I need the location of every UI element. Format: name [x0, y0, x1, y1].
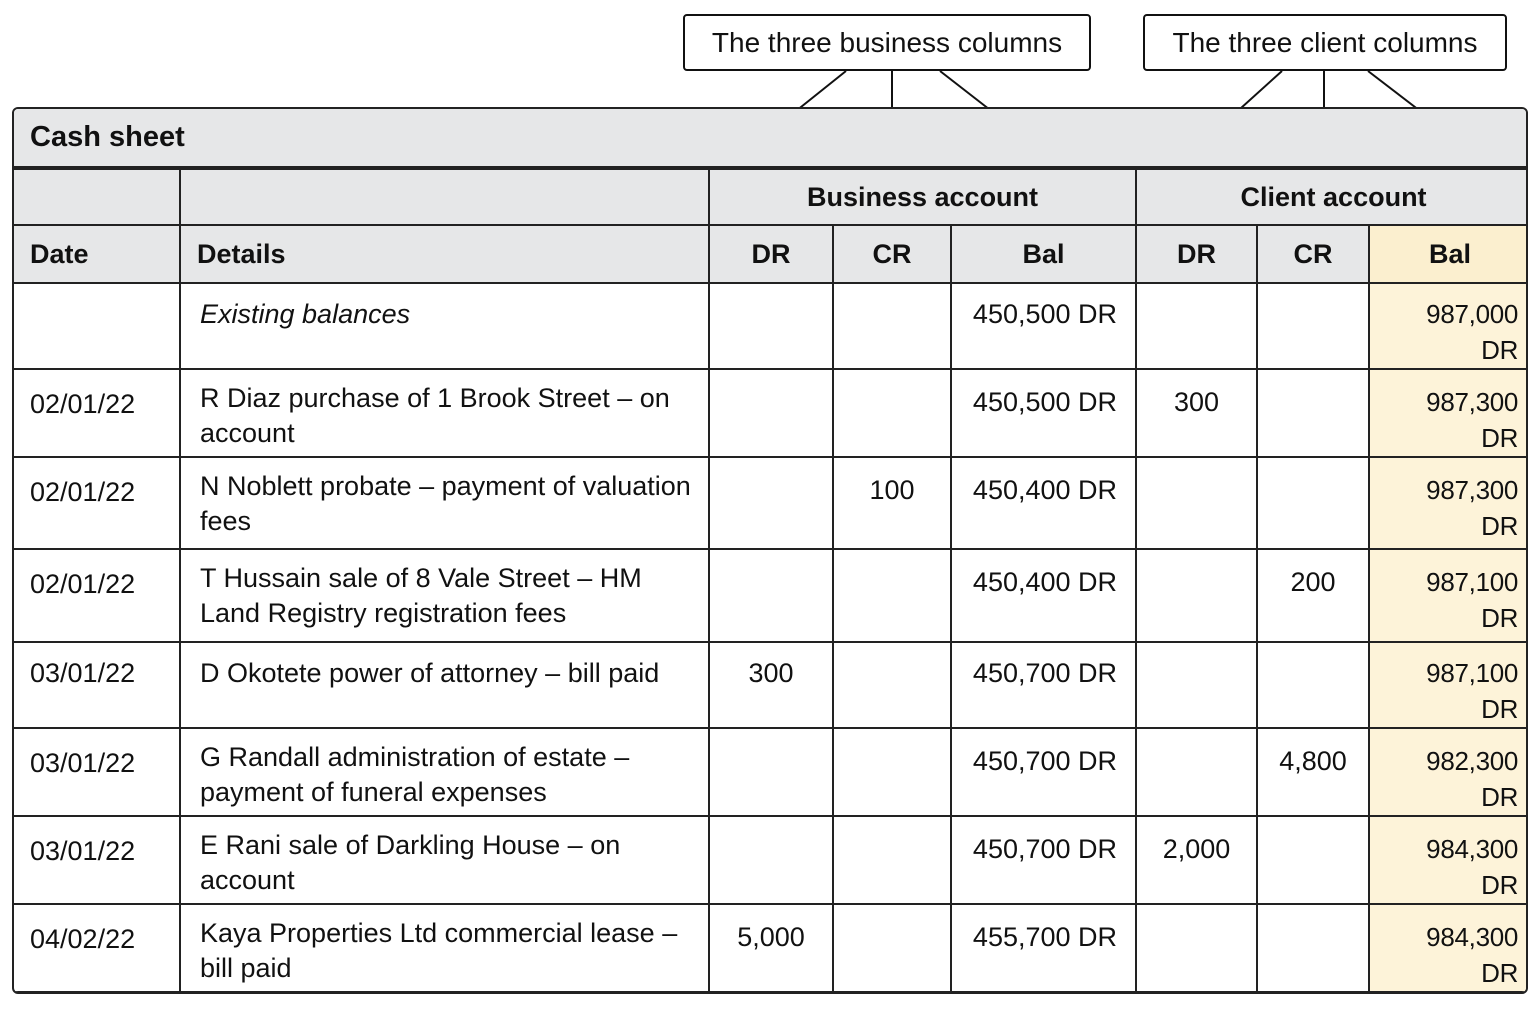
row-business-dr [709, 283, 833, 369]
row-client-dr: 2,000 [1136, 816, 1257, 904]
row-client-cr [1257, 369, 1369, 457]
row-details: T Hussain sale of 8 Vale Street – HM Land Registry registration fees [180, 549, 709, 642]
row-client-dr [1136, 904, 1257, 992]
business-columns-callout-label: The three business columns [711, 26, 1063, 58]
row-business-cr [833, 904, 951, 992]
row-business-cr [833, 283, 951, 369]
row-business-dr [709, 457, 833, 549]
row-details: Existing balances [180, 283, 709, 369]
row-details: D Okotete power of attorney – bill paid [180, 642, 709, 728]
row-client-bal: 984,300 DR [1369, 816, 1528, 904]
row-business-cr [833, 642, 951, 728]
column-header-row [13, 225, 1528, 283]
row-business-bal: 455,700 DR [951, 904, 1136, 992]
business-account-header: Business account [709, 169, 1136, 225]
row-business-bal: 450,700 DR [951, 642, 1136, 728]
row-client-dr [1136, 642, 1257, 728]
table-row [13, 549, 1528, 642]
row-client-cr [1257, 816, 1369, 904]
row-details: Kaya Properties Ltd commercial lease – bill paid [180, 904, 709, 992]
row-business-cr [833, 992, 951, 994]
row-date: 02/01/22 [13, 457, 180, 549]
client-cr-column-header: CR [1257, 225, 1369, 283]
business-columns-callout [683, 14, 1091, 71]
row-business-cr [833, 369, 951, 457]
row-business-bal: 450,700 DR [951, 816, 1136, 904]
details-column-header: Details [180, 225, 709, 283]
row-business-cr [833, 549, 951, 642]
business-dr-column-header: DR [709, 225, 833, 283]
table-row [13, 283, 1528, 369]
row-business-dr [709, 369, 833, 457]
row-date: 03/01/22 [13, 642, 180, 728]
row-details: G Randall administration of estate – payment of funeral expenses [180, 728, 709, 816]
row-date: 02/01/22 [13, 369, 180, 457]
table-row [13, 642, 1528, 728]
client-dr-column-header: DR [1136, 225, 1257, 283]
table-row [13, 992, 1528, 994]
client-bal-column-header: Bal [1369, 225, 1528, 283]
row-client-bal: 987,000 DR [1369, 283, 1528, 369]
row-business-bal: 450,400 DR [951, 457, 1136, 549]
row-client-cr: 200 [1257, 549, 1369, 642]
row-client-dr [1136, 728, 1257, 816]
row-business-bal [951, 992, 1136, 994]
row-business-dr: 5,000 [709, 904, 833, 992]
row-business-bal: 450,500 DR [951, 369, 1136, 457]
row-client-dr: 300 [1136, 369, 1257, 457]
row-business-cr [833, 816, 951, 904]
row-client-bal: 982,300 DR [1369, 728, 1528, 816]
row-date: 04/02/22 [13, 904, 180, 992]
row-business-dr [709, 728, 833, 816]
row-details [180, 992, 709, 994]
row-details: R Diaz purchase of 1 Brook Street – on account [180, 369, 709, 457]
group-header-blank-details [180, 169, 709, 225]
row-business-dr: 300 [709, 642, 833, 728]
row-client-dr [1136, 457, 1257, 549]
row-client-bal: 984,300 DR [1369, 904, 1528, 992]
row-date: 03/01/22 [13, 816, 180, 904]
row-date [13, 992, 180, 994]
row-client-bal [1369, 992, 1528, 994]
table-row [13, 816, 1528, 904]
business-cr-column-header: CR [833, 225, 951, 283]
row-date: 03/01/22 [13, 728, 180, 816]
row-business-cr [833, 728, 951, 816]
row-client-dr [1136, 992, 1257, 994]
row-details: N Noblett probate – payment of valuation fees [180, 457, 709, 549]
table-row [13, 457, 1528, 549]
row-business-bal: 450,500 DR [951, 283, 1136, 369]
row-business-dr [709, 992, 833, 994]
group-header-blank-date [13, 169, 180, 225]
row-client-dr [1136, 549, 1257, 642]
row-client-dr [1136, 283, 1257, 369]
cash-sheet-table [12, 168, 1528, 994]
row-client-bal: 987,100 DR [1369, 549, 1528, 642]
row-business-dr [709, 549, 833, 642]
client-account-header: Client account [1136, 169, 1528, 225]
row-date [13, 283, 180, 369]
row-client-cr [1257, 642, 1369, 728]
row-client-cr [1257, 283, 1369, 369]
cash-sheet-title: Cash sheet [14, 109, 1526, 168]
table-row [13, 728, 1528, 816]
row-client-bal: 987,300 DR [1369, 369, 1528, 457]
group-header-row [13, 169, 1528, 225]
row-client-cr: 4,800 [1257, 728, 1369, 816]
row-business-dr [709, 816, 833, 904]
row-client-cr [1257, 992, 1369, 994]
row-client-bal: 987,100 DR [1369, 642, 1528, 728]
client-columns-callout [1143, 14, 1507, 71]
row-client-cr [1257, 457, 1369, 549]
table-row [13, 369, 1528, 457]
client-columns-callout-label: The three client columns [1172, 26, 1478, 58]
row-business-cr: 100 [833, 457, 951, 549]
date-column-header: Date [13, 225, 180, 283]
table-row [13, 904, 1528, 992]
row-client-bal: 987,300 DR [1369, 457, 1528, 549]
row-business-bal: 450,400 DR [951, 549, 1136, 642]
business-bal-column-header: Bal [951, 225, 1136, 283]
row-client-cr [1257, 904, 1369, 992]
row-business-bal: 450,700 DR [951, 728, 1136, 816]
cash-sheet [12, 107, 1528, 994]
row-date: 02/01/22 [13, 549, 180, 642]
row-details: E Rani sale of Darkling House – on account [180, 816, 709, 904]
